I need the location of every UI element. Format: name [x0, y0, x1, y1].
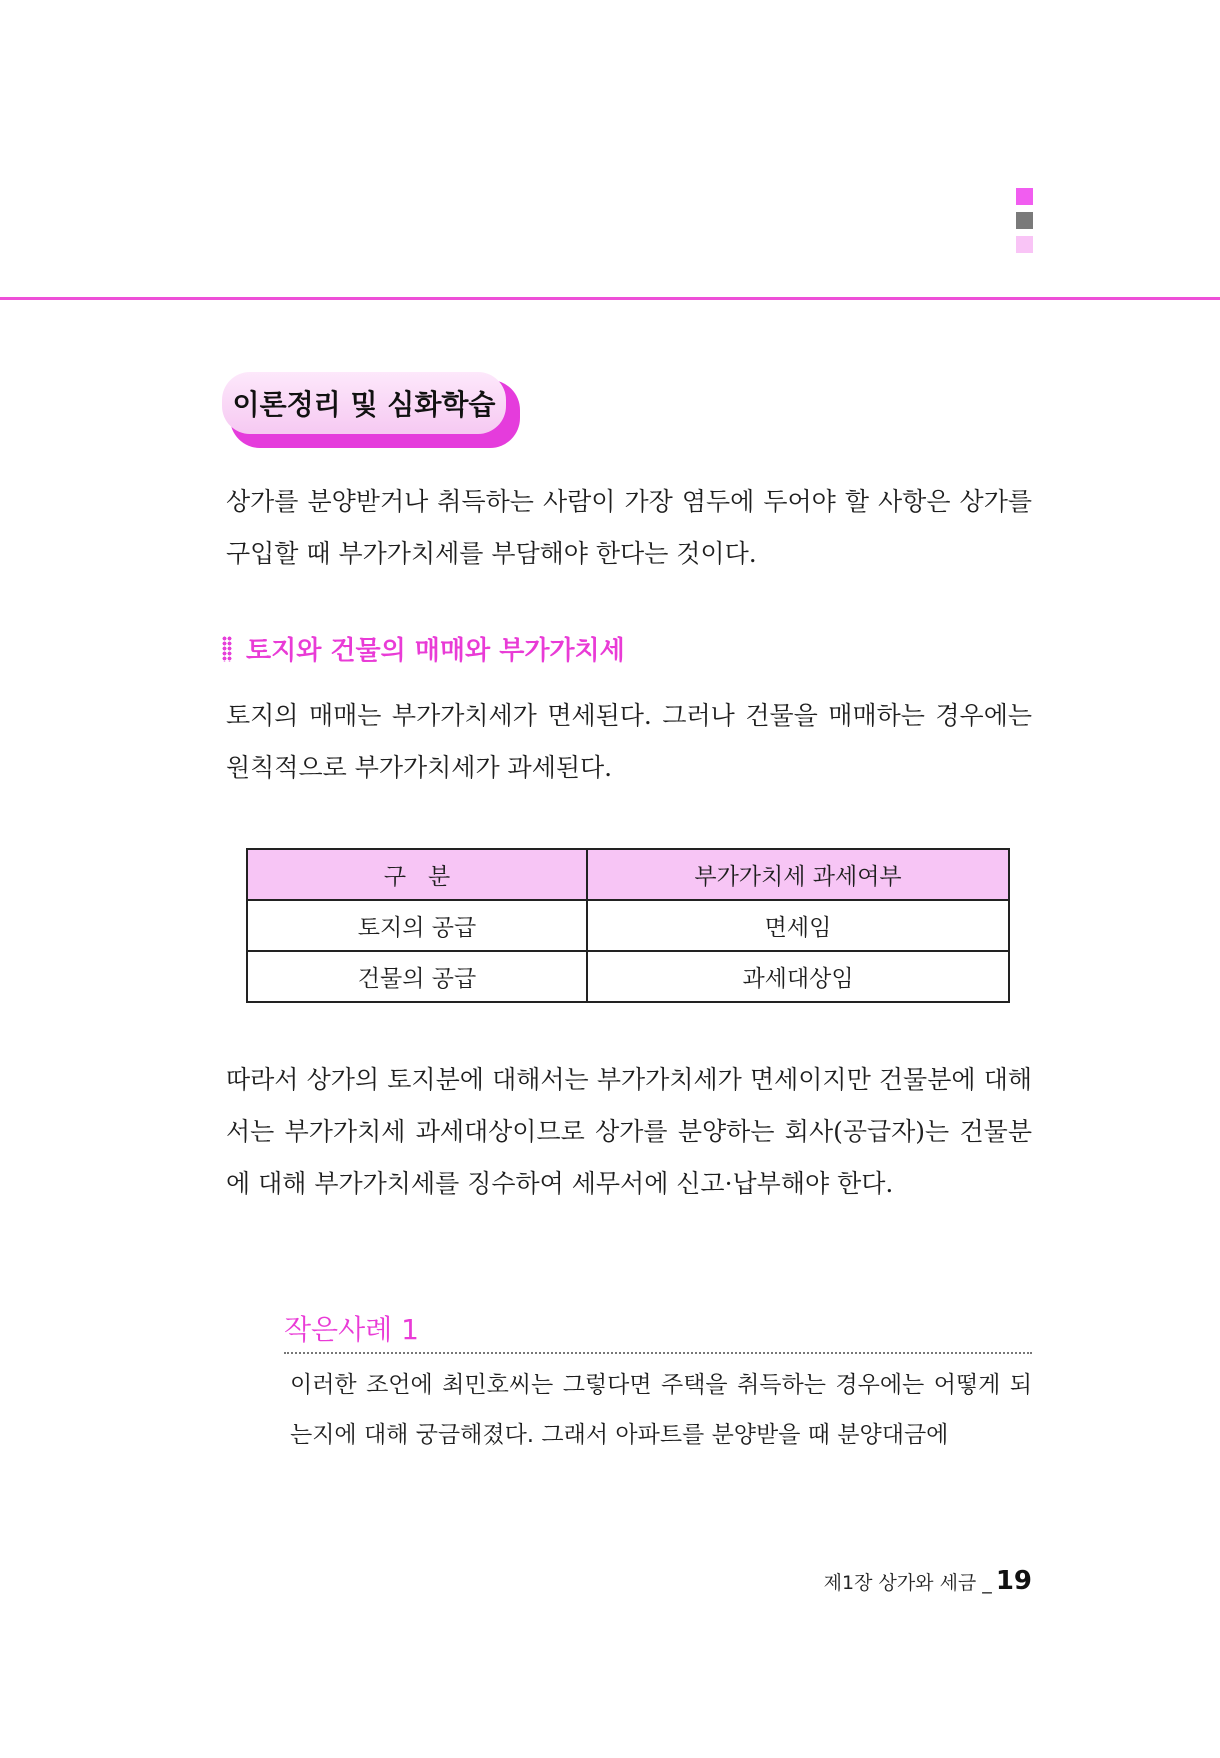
table-cell: 토지의 공급 — [247, 900, 587, 951]
section-badge-label: 이론정리 및 심화학습 — [222, 372, 506, 434]
intro-paragraph: 상가를 분양받거나 취득하는 사람이 가장 염두에 두어야 할 사항은 상가를 구입할 때 부가가치세를 부담해야 한다는 것이다. — [226, 487, 1032, 568]
section-badge — [222, 372, 514, 442]
case-body: 이러한 조언에 최민호씨는 그렇다면 주택을 취득하는 경우에는 어떻게 되는지에 대해 궁금해졌다. 그래서 아파트를 분양받을 때 분양대금에 — [290, 1372, 1032, 1448]
table-cell: 과세대상임 — [587, 951, 1009, 1002]
table-header-cell: 부가가치세 과세여부 — [587, 849, 1009, 900]
page-footer — [824, 1566, 1032, 1596]
marker-square-gray — [1016, 212, 1033, 229]
table-header-row — [247, 849, 1009, 900]
page-number: 19 — [995, 1566, 1032, 1596]
conclusion-paragraph: 따라서 상가의 토지분에 대해서는 부가가치세가 면세이지만 건물분에 대해서는 부가가치세 과세대상이므로 상가를 분양하는 회사(공급자)는 건물분에 대해 부가가치세를 징수하여 세무서에 신고·납부해야 한다. — [226, 1065, 1032, 1198]
corner-square-markers — [1016, 188, 1033, 260]
subsection-paragraph: 토지의 매매는 부가가치세가 면세된다. 그러나 건물을 매매하는 경우에는 원칙적으로 부가가치세가 과세된다. — [226, 701, 1032, 782]
dotted-bullet-icon — [222, 636, 232, 662]
footer-chapter: 제1장 상가와 세금 _ — [823, 1572, 992, 1594]
case-title: 작은사례 1 — [284, 1313, 419, 1346]
header-rule — [0, 297, 1220, 300]
case-divider — [284, 1352, 1032, 1354]
table-header-cell: 구 분 — [247, 849, 587, 900]
table-cell: 면세임 — [587, 900, 1009, 951]
subsection-heading — [222, 630, 625, 667]
table-cell: 건물의 공급 — [247, 951, 587, 1002]
subsection-title: 토지와 건물의 매매와 부가가치세 — [246, 636, 625, 666]
table-row — [247, 900, 1009, 951]
vat-table — [246, 848, 1010, 1003]
marker-square-magenta — [1016, 188, 1033, 205]
table-row — [247, 951, 1009, 1002]
marker-square-light-pink — [1016, 236, 1033, 253]
